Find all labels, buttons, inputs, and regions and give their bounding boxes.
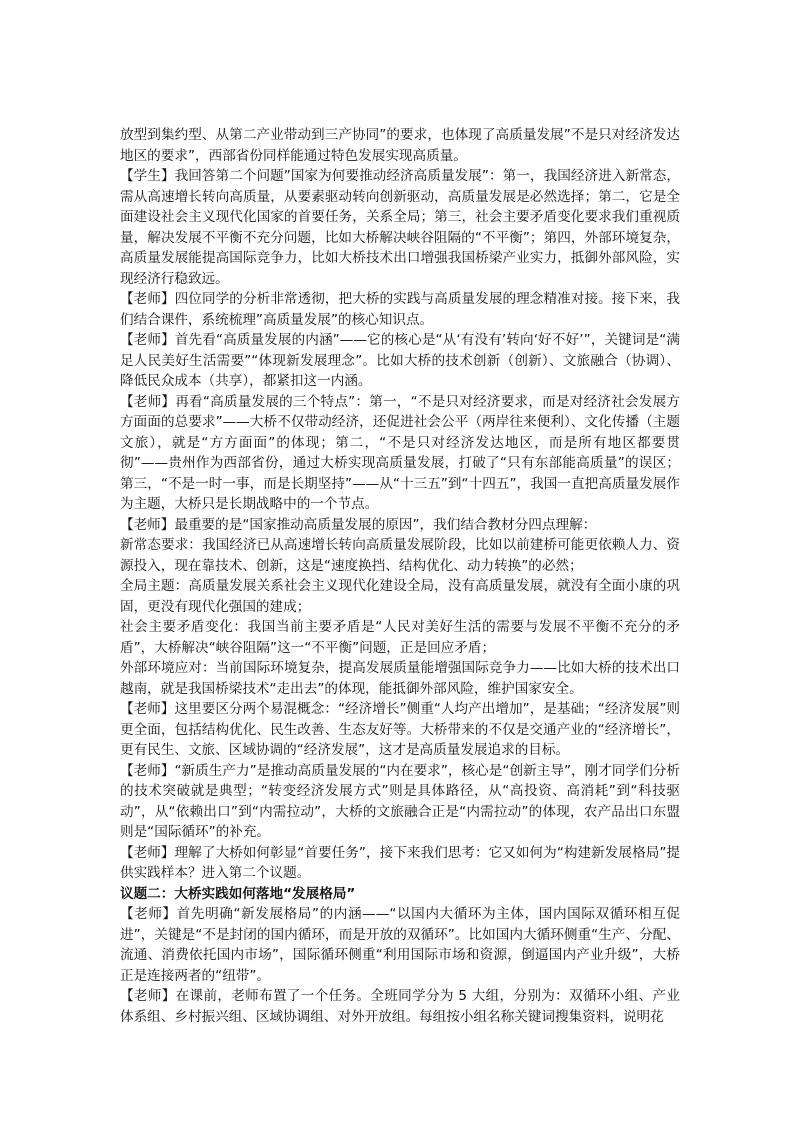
- paragraph-text: 首先明确“新发展格局”的内涵——“以国内大循环为主体，国内国际双循环相互促进”，关键是“不是封闭的国内循环，而是开放的双循环”。比如国内大循环侧重“生产、分配、流通、消费依托国内市场”，国际循环侧重“利用国际市场和资源，倒逼国内产业升级”，大桥正是连接两者的“纽带”。: [120, 906, 681, 984]
- paragraph-text: 放型到集约型、从第二产业带动到三产协同”的要求，也体现了高质量发展”不是只对经济发达地区的要求”，西部省份同样能通过特色发展实现高质量。: [120, 127, 680, 164]
- speaker-tag: 【老师】: [120, 393, 176, 410]
- paragraph: [120, 843, 680, 884]
- paragraph: [120, 576, 680, 617]
- paragraph-text: 理解了大桥如何彰显“首要任务”，接下来我们思考：它又如何为“构建新发展格局”提供实践样本？进入第二个议题。: [120, 844, 681, 881]
- paragraph: [120, 515, 680, 536]
- speaker-tag: 【学生】: [120, 168, 175, 184]
- paragraph-text: 外部环境应对：当前国际环境复杂，提高发展质量能增强国际竞争力——比如大桥的技术出口越南，就是我国桥梁技术“走出去”的体现，能抵御外部风险，维护国家安全。: [120, 660, 680, 697]
- speaker-tag: 【老师】: [120, 516, 175, 533]
- heading-text: 议题二：大桥实践如何落地“发展格局”: [120, 885, 356, 902]
- paragraph-text: 我回答第二个问题”国家为何要推动经济高质量发展”：第一，我国经济进入新常态，需从高速增长转向高质量，从要素驱动转向创新驱动，高质量发展是必然选择；第二，它是全面建设社会主义现代化国家的首要任务，关系全局；第三，社会主要矛盾变化要求我们重视质量，解决发展不平衡不充分问题，比如大桥解决峡谷阻隔的“不平衡”；第四，外部环境复杂，高质量发展能提高国际竞争力，比如大桥技术出口增强我国桥梁产业实力，抵御外部风险，实现经济行稳致远。: [120, 168, 680, 287]
- paragraph: [120, 986, 680, 1027]
- paragraph-text: 首先看“高质量发展的内涵”——它的核心是“从‘有没有’转向‘好不好’”，关键词是“满足人民美好生活需要”“体现新发展理念”。比如大桥的技术创新（创新）、文旅融合（协调）、降低民众成本（共享），都紧扣这一内涵。: [120, 332, 681, 389]
- speaker-tag: 【老师】: [120, 701, 175, 717]
- paragraph-text: 全局主题：高质量发展关系社会主义现代化建设全局，没有高质量发展，就没有全面小康的巩固，更没有现代化强国的建成；: [120, 578, 680, 615]
- speaker-tag: 【老师】: [120, 988, 176, 1004]
- paragraph: [120, 330, 680, 392]
- speaker-tag: 【老师】: [120, 332, 175, 348]
- paragraph-text: 社会主要矛盾变化：我国当前主要矛盾是“人民对美好生活的需要与发展不平衡不充分的矛盾”，大桥解决“峡谷阻隔”这一“不平衡”问题，正是回应矛盾；: [120, 619, 680, 656]
- paragraph-text: 新常态要求：我国经济已从高速增长转向高质量发展阶段，比如以前建桥可能更依赖人力、资源投入，现在靠技术、创新，这是“速度换挡、结构优化、动力转换”的必然；: [120, 537, 680, 574]
- paragraph: [120, 699, 680, 761]
- paragraph: [120, 125, 680, 166]
- speaker-tag: 【老师】: [120, 906, 177, 922]
- paragraph: [120, 535, 680, 576]
- paragraph-text: “新质生产力”是推动高质量发展的“内在要求”，核心是“创新主导”，刚才同学们分析的技术突破就是典型；“转变经济发展方式”则是具体路径，从“高投资、高消耗”到“科技驱动”，从“依赖出口”到“内需拉动”，大桥的文旅融合正是“内需拉动”的体现，农产品出口东盟则是“国际循环”的补充。: [120, 762, 680, 840]
- paragraph: [120, 658, 680, 699]
- paragraph: [120, 904, 680, 986]
- paragraph: [120, 289, 680, 330]
- speaker-tag: 【老师】: [120, 844, 175, 861]
- paragraph: [120, 617, 680, 658]
- paragraph-text: 在课前，老师布置了一个任务。全班同学分为 5 大组，分别为：双循环小组、产业体系组、乡村振兴组、区域协调组、对外开放组。每组按小组名称关键词搜集资料，说明花: [120, 988, 681, 1025]
- section-heading: [120, 884, 680, 905]
- paragraph: [120, 761, 680, 843]
- paragraph: [120, 166, 680, 289]
- paragraph-text: 这里要区分两个易混概念：“经济增长”侧重“人均产出增加”，是基础；“经济发展”则更全面，包括结构优化、民生改善、生态友好等。大桥带来的不仅是交通产业的“经济增长”，更有民生、文旅、区域协调的“经济发展”，这才是高质量发展追求的目标。: [120, 701, 681, 758]
- document-page: [120, 125, 680, 1027]
- speaker-tag: 【老师】: [120, 762, 175, 779]
- paragraph: [120, 392, 680, 515]
- paragraph-text: 再看“高质量发展的三个特点”：第一，“不是只对经济要求，而是对经济社会发展方方面面的总要求”——大桥不仅带动经济，还促进社会公平（两岸往来便利）、文化传播（主题文旅），就是“方方面面”的体现；第二，“不是只对经济发达地区，而是所有地区都要贯彻”——贵州作为西部省份，通过大桥实现高质量发展，打破了“只有东部能高质量”的误区；第三，“不是一时一事，而是长期坚持”——从“十三五”到“十四五”，我国一直把高质量发展作为主题，大桥只是长期战略中的一个节点。: [120, 393, 681, 512]
- paragraph-text: 四位同学的分析非常透彻，把大桥的实践与高质量发展的理念精准对接。接下来，我们结合课件，系统梳理”高质量发展”的核心知识点。: [120, 291, 680, 328]
- speaker-tag: 【老师】: [120, 291, 175, 307]
- paragraph-text: 最重要的是“国家推动高质量发展的原因”，我们结合教材分四点理解：: [174, 516, 597, 533]
